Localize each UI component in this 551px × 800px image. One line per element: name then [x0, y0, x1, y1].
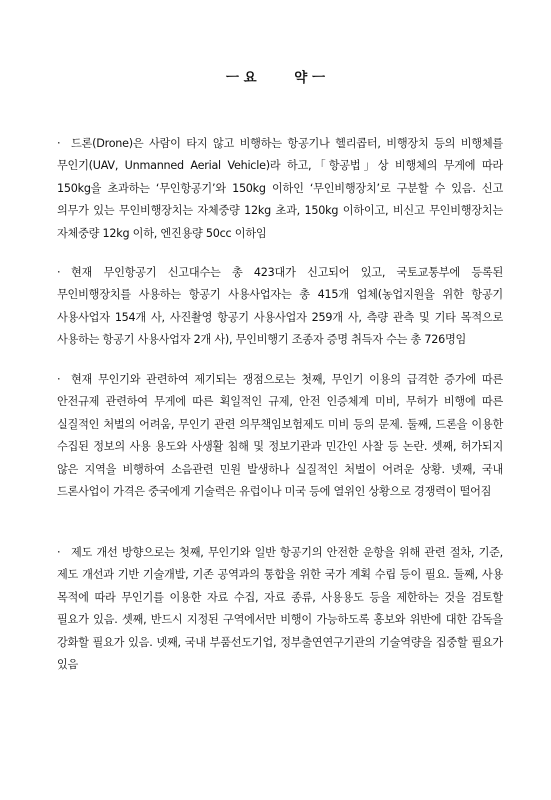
bullet-marker: · — [57, 546, 61, 559]
paragraph-text: 제도 개선 방향으로는 첫째, 무인기와 일반 항공기의 안전한 운항을 위해 관련 절차, 기준, 제도 개선과 기반 기술개발, 기존 공역과의 통합을 위한 국가 계획 수립 등이 필요. 둘째, 사용 목적에 따라 무인기를 이용한 자료 수집, 자료 종류, 사용용도 등을 제한하는 것을 검토할 필요가 있음. 셋째, 반드시 지정된 구역에서만 비행이 가능하도록 홍보와 위반에 대한 감독을 강화할 필요가 있음. 넷째, 국내 부품선도기업, 정부출연연구기관의 기술역량을 집중할 필요가 있음 — [57, 546, 503, 672]
paragraph-text: 현재 무인기와 관련하여 제기되는 쟁점으로는 첫째, 무인기 이용의 급격한 증가에 따른 안전규제 관련하여 무게에 따른 획일적인 규제, 안전 인증체계 미비, 무허가 비행에 따른 실질적인 처벌의 어려움, 무인기 관련 의무책임보험제도 미비 등의 문제. 둘째, 드론을 이용한 수집된 정보의 사용 용도와 사생활 침해 및 정보기관과 민간인 사찰 등 논란. 셋째, 허가되지 않은 지역을 비행하여 소음관련 민원 발생하나 실질적인 처벌이 어려운 상황. 넷째, 국내 드론사업이 가격은 중국에게 기술력은 유럽이나 미국 등에 열위인 상황으로 경쟁력이 떨어짐 — [57, 373, 503, 499]
summary-paragraph-1 — [57, 133, 503, 245]
paragraph-text: 드론(Drone)은 사람이 타지 않고 비행하는 항공기나 헬리콥터, 비행장치 등의 비행체를 무인기(UAV, Unmanned Aerial Vehicle)라 하고,「항공법」상 비행체의 무게에 따라 150kg을 초과하는 ‘무인항공기’와 150kg 이하인 ‘무인비행장치’로 구분할 수 있음. 신고 의무가 있는 무인비행장치는 자체중량 12kg 초과, 150kg 이하이고, 비신고 무인비행장치는 자체중량 12kg 이하, 엔진용량 50cc 이하임 — [57, 137, 503, 240]
bullet-marker: · — [57, 137, 61, 150]
paragraph-text: 현재 무인항공기 신고대수는 총 423대가 신고되어 있고, 국토교통부에 등록된 무인비행장치를 사용하는 항공기 사용사업자는 총 415개 업체(농업지원을 위한 항공기 사용사업자 154개 사, 사진촬영 항공기 사용사업자 259개 사, 측량 관측 및 기타 목적으로 사용하는 항공기 사용사업자 2개 사), 무인비행기 조종자 증명 취득자 수는 총 726명임 — [57, 266, 503, 347]
bullet-marker: · — [57, 266, 61, 279]
summary-title: ㅡ 요 약 ㅡ — [225, 70, 326, 86]
bullet-marker: · — [57, 373, 61, 386]
summary-paragraph-2 — [57, 262, 503, 352]
summary-paragraph-4 — [57, 542, 503, 676]
summary-paragraph-3 — [57, 369, 503, 503]
